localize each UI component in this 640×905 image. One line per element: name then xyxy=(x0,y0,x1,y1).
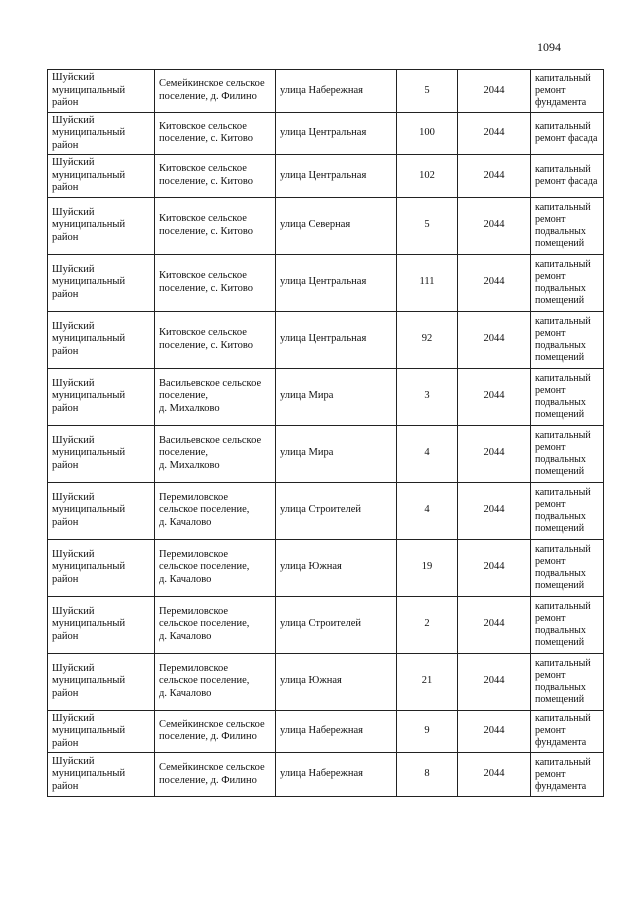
work-type-cell-line: капитальный xyxy=(535,121,591,133)
settlement-cell-line: Перемиловское xyxy=(159,605,229,617)
district-cell-line: Шуйский xyxy=(52,548,95,560)
work-type-cell-line: подвальных xyxy=(535,339,586,351)
work-type-cell-line: фундамента xyxy=(535,737,587,749)
district-cell-line: муниципальный xyxy=(52,276,126,288)
settlement-cell-line: сельское поселение, xyxy=(159,561,250,573)
district-cell-line: район xyxy=(52,288,79,300)
street-cell: улица Центральная xyxy=(276,311,397,368)
work-type-cell xyxy=(531,596,604,653)
work-type-cell-line: капитальный xyxy=(535,72,591,84)
district-cell-line: муниципальный xyxy=(52,333,126,345)
settlement-cell-line: поселение, xyxy=(159,390,209,402)
work-type-cell-line: капитальный xyxy=(535,315,591,327)
street-cell: улица Центральная xyxy=(276,254,397,311)
work-type-cell-line: помещений xyxy=(535,294,585,306)
work-type-cell xyxy=(531,425,604,482)
table-row xyxy=(48,596,604,653)
settlement-cell-line: Семейкинское сельское xyxy=(159,718,265,730)
settlement-cell-line: сельское поселение, xyxy=(159,618,250,630)
street-cell: улица Набережная xyxy=(276,70,397,113)
work-type-cell-line: подвальных xyxy=(535,453,586,465)
street-cell: улица Южная xyxy=(276,653,397,710)
house-number-cell: 111 xyxy=(397,254,458,311)
district-cell-line: Шуйский xyxy=(52,491,95,503)
district-cell-line: муниципальный xyxy=(52,127,126,138)
house-number-cell: 5 xyxy=(397,70,458,113)
district-cell-line: район xyxy=(52,345,79,357)
year-cell: 2044 xyxy=(458,311,531,368)
work-type-cell-line: помещений xyxy=(535,522,585,534)
settlement-cell-line: поселение, с. Китово xyxy=(159,175,253,187)
district-cell-line: Шуйский xyxy=(52,114,95,126)
work-type-cell-line: капитальный xyxy=(535,756,591,768)
settlement-cell-line: д. Качалово xyxy=(159,630,212,642)
table-row xyxy=(48,368,604,425)
district-cell xyxy=(48,112,155,155)
year-cell: 2044 xyxy=(458,254,531,311)
district-cell xyxy=(48,311,155,368)
district-cell-line: Шуйский xyxy=(52,605,95,617)
work-type-cell-line: ремонт xyxy=(535,327,566,339)
settlement-cell-line: Семейкинское сельское xyxy=(159,78,265,90)
settlement-cell-line: Китовское сельское xyxy=(159,270,247,281)
district-cell-line: Шуйский xyxy=(52,712,95,724)
settlement-cell xyxy=(155,710,276,753)
settlement-cell-line: д. Михалково xyxy=(159,402,220,414)
house-number-cell: 92 xyxy=(397,311,458,368)
work-type-cell-line: помещений xyxy=(535,408,585,420)
work-type-cell xyxy=(531,653,604,710)
district-cell-line: район xyxy=(52,459,79,471)
district-cell-line: район xyxy=(52,573,79,585)
settlement-cell-line: поселение, д. Филино xyxy=(159,774,257,786)
district-cell xyxy=(48,155,155,198)
settlement-cell-line: Китовское сельское xyxy=(159,327,247,338)
work-type-cell xyxy=(531,254,604,311)
work-type-cell-line: подвальных xyxy=(535,567,586,579)
work-type-cell-line: помещений xyxy=(535,579,585,591)
settlement-cell-line: Перемиловское xyxy=(159,548,229,560)
work-type-cell-line: капитальный xyxy=(535,543,591,555)
work-type-cell-line: подвальных xyxy=(535,624,586,636)
district-cell-line: район xyxy=(52,402,79,414)
table-row xyxy=(48,155,604,198)
district-cell-line: Шуйский xyxy=(52,755,95,767)
district-cell-line: Шуйский xyxy=(52,320,95,332)
work-type-cell-line: подвальных xyxy=(535,225,586,237)
work-type-cell xyxy=(531,482,604,539)
district-cell-line: район xyxy=(52,516,79,528)
district-cell-line: Шуйский xyxy=(52,206,95,218)
repair-schedule-table xyxy=(47,69,604,797)
district-cell xyxy=(48,254,155,311)
district-cell-line: район xyxy=(52,737,79,749)
year-cell: 2044 xyxy=(458,425,531,482)
street-cell: улица Центральная xyxy=(276,155,397,198)
house-number-cell: 3 xyxy=(397,368,458,425)
settlement-cell-line: поселение, д. Филино xyxy=(159,731,257,743)
work-type-cell-line: ремонт xyxy=(535,725,566,737)
year-cell: 2044 xyxy=(458,596,531,653)
table-row xyxy=(48,70,604,113)
settlement-cell xyxy=(155,254,276,311)
work-type-cell-line: помещений xyxy=(535,636,585,648)
work-type-cell-line: фундамента xyxy=(535,780,587,792)
work-type-cell-line: фундамента xyxy=(535,96,587,108)
settlement-cell-line: Семейкинское сельское xyxy=(159,762,265,773)
settlement-cell xyxy=(155,596,276,653)
house-number-cell: 4 xyxy=(397,425,458,482)
work-type-cell-line: ремонт xyxy=(535,441,566,453)
district-cell-line: муниципальный xyxy=(52,84,126,96)
settlement-cell-line: д. Михалково xyxy=(159,459,220,471)
district-cell xyxy=(48,70,155,113)
settlement-cell xyxy=(155,653,276,710)
settlement-cell xyxy=(155,311,276,368)
settlement-cell-line: Перемиловское xyxy=(159,491,229,503)
work-type-cell-line: помещений xyxy=(535,693,585,705)
district-cell-line: Шуйский xyxy=(52,662,95,674)
street-cell: улица Строителей xyxy=(276,596,397,653)
district-cell-line: Шуйский xyxy=(52,263,95,275)
district-cell-line: муниципальный xyxy=(52,504,126,516)
settlement-cell-line: Васильевское сельское xyxy=(159,434,262,446)
work-type-cell xyxy=(531,197,604,254)
settlement-cell-line: д. Качалово xyxy=(159,516,212,528)
table-row xyxy=(48,311,604,368)
district-cell xyxy=(48,753,155,797)
house-number-cell: 2 xyxy=(397,596,458,653)
district-cell-line: муниципальный xyxy=(52,618,126,630)
year-cell: 2044 xyxy=(458,482,531,539)
work-type-cell-line: ремонт xyxy=(535,213,566,225)
settlement-cell xyxy=(155,197,276,254)
settlement-cell-line: поселение, с. Китово xyxy=(159,133,253,145)
table-row xyxy=(48,653,604,710)
work-type-cell-line: помещений xyxy=(535,237,585,249)
district-cell xyxy=(48,539,155,596)
year-cell: 2044 xyxy=(458,368,531,425)
work-type-cell-line: ремонт xyxy=(535,768,566,780)
work-type-cell-line: капитальный xyxy=(535,657,591,669)
work-type-cell-line: ремонт xyxy=(535,669,566,681)
district-cell-line: район xyxy=(52,231,79,243)
work-type-cell-line: капитальный xyxy=(535,372,591,384)
street-cell: улица Северная xyxy=(276,197,397,254)
settlement-cell-line: Перемиловское xyxy=(159,662,229,674)
settlement-cell-line: Васильевское сельское xyxy=(159,377,262,389)
work-type-cell-line: подвальных xyxy=(535,396,586,408)
work-type-cell-line: ремонт фасада xyxy=(535,133,598,145)
district-cell-line: Шуйский xyxy=(52,434,95,446)
street-cell: улица Мира xyxy=(276,425,397,482)
district-cell-line: муниципальный xyxy=(52,725,126,736)
settlement-cell xyxy=(155,112,276,155)
district-cell xyxy=(48,482,155,539)
settlement-cell xyxy=(155,70,276,113)
work-type-cell-line: ремонт xyxy=(535,498,566,510)
work-type-cell-line: подвальных xyxy=(535,510,586,522)
work-type-cell-line: капитальный xyxy=(535,713,591,725)
street-cell: улица Мира xyxy=(276,368,397,425)
settlement-cell-line: поселение, xyxy=(159,447,209,459)
table-row xyxy=(48,482,604,539)
house-number-cell: 102 xyxy=(397,155,458,198)
year-cell: 2044 xyxy=(458,70,531,113)
settlement-cell xyxy=(155,155,276,198)
table-row xyxy=(48,539,604,596)
district-cell-line: район xyxy=(52,139,79,151)
street-cell: улица Строителей xyxy=(276,482,397,539)
district-cell-line: район xyxy=(52,630,79,642)
work-type-cell-line: помещений xyxy=(535,351,585,363)
settlement-cell-line: поселение, с. Китово xyxy=(159,282,253,294)
work-type-cell xyxy=(531,368,604,425)
district-cell-line: Шуйский xyxy=(52,72,95,83)
district-cell xyxy=(48,653,155,710)
work-type-cell-line: ремонт xyxy=(535,270,566,282)
work-type-cell xyxy=(531,155,604,198)
work-type-cell-line: капитальный xyxy=(535,201,591,213)
settlement-cell-line: Китовское сельское xyxy=(159,163,247,175)
district-cell-line: район xyxy=(52,97,79,108)
work-type-cell xyxy=(531,112,604,155)
settlement-cell xyxy=(155,482,276,539)
house-number-cell: 19 xyxy=(397,539,458,596)
district-cell-line: муниципальный xyxy=(52,390,126,402)
district-cell xyxy=(48,425,155,482)
year-cell: 2044 xyxy=(458,753,531,797)
table-row xyxy=(48,753,604,797)
district-cell-line: муниципальный xyxy=(52,219,126,231)
year-cell: 2044 xyxy=(458,197,531,254)
district-cell-line: муниципальный xyxy=(52,169,126,181)
district-cell-line: муниципальный xyxy=(52,768,126,780)
house-number-cell: 5 xyxy=(397,197,458,254)
year-cell: 2044 xyxy=(458,155,531,198)
work-type-cell-line: помещений xyxy=(535,465,585,477)
table-row xyxy=(48,112,604,155)
district-cell xyxy=(48,710,155,753)
work-type-cell-line: капитальный xyxy=(535,600,591,612)
district-cell xyxy=(48,368,155,425)
district-cell-line: муниципальный xyxy=(52,675,126,687)
house-number-cell: 100 xyxy=(397,112,458,155)
work-type-cell xyxy=(531,311,604,368)
house-number-cell: 21 xyxy=(397,653,458,710)
work-type-cell-line: ремонт xyxy=(535,612,566,624)
district-cell-line: Шуйский xyxy=(52,157,95,168)
work-type-cell-line: подвальных xyxy=(535,282,586,294)
district-cell-line: муниципальный xyxy=(52,561,126,573)
settlement-cell xyxy=(155,425,276,482)
work-type-cell xyxy=(531,70,604,113)
district-cell-line: район xyxy=(52,780,79,792)
district-cell-line: муниципальный xyxy=(52,447,126,459)
district-cell-line: район xyxy=(52,687,79,699)
work-type-cell-line: подвальных xyxy=(535,681,586,693)
work-type-cell-line: капитальный xyxy=(535,258,591,270)
street-cell: улица Набережная xyxy=(276,753,397,797)
settlement-cell-line: д. Качалово xyxy=(159,687,212,699)
district-cell-line: район xyxy=(52,182,79,193)
district-cell xyxy=(48,197,155,254)
work-type-cell-line: ремонт фасада xyxy=(535,175,598,187)
year-cell: 2044 xyxy=(458,539,531,596)
settlement-cell-line: д. Качалово xyxy=(159,573,212,585)
year-cell: 2044 xyxy=(458,112,531,155)
table-row xyxy=(48,197,604,254)
table-row xyxy=(48,710,604,753)
table-row xyxy=(48,254,604,311)
settlement-cell-line: Китовское сельское xyxy=(159,213,247,224)
settlement-cell-line: поселение, д. Филино xyxy=(159,90,257,102)
settlement-cell-line: Китовское сельское xyxy=(159,120,247,132)
work-type-cell xyxy=(531,710,604,753)
settlement-cell xyxy=(155,753,276,797)
work-type-cell-line: капитальный xyxy=(535,429,591,441)
work-type-cell-line: капитальный xyxy=(535,486,591,498)
settlement-cell-line: поселение, с. Китово xyxy=(159,339,253,351)
street-cell: улица Центральная xyxy=(276,112,397,155)
work-type-cell-line: ремонт xyxy=(535,555,566,567)
street-cell: улица Южная xyxy=(276,539,397,596)
district-cell xyxy=(48,596,155,653)
house-number-cell: 9 xyxy=(397,710,458,753)
work-type-cell xyxy=(531,539,604,596)
page-number: 1094 xyxy=(537,40,561,54)
table-body xyxy=(48,70,604,797)
work-type-cell-line: капитальный xyxy=(535,163,591,175)
table-row xyxy=(48,425,604,482)
year-cell: 2044 xyxy=(458,653,531,710)
work-type-cell-line: ремонт xyxy=(535,84,566,96)
work-type-cell xyxy=(531,753,604,797)
year-cell: 2044 xyxy=(458,710,531,753)
work-type-cell-line: ремонт xyxy=(535,384,566,396)
settlement-cell-line: сельское поселение, xyxy=(159,675,250,687)
settlement-cell-line: поселение, с. Китово xyxy=(159,225,253,237)
house-number-cell: 4 xyxy=(397,482,458,539)
district-cell-line: Шуйский xyxy=(52,377,95,389)
house-number-cell: 8 xyxy=(397,753,458,797)
street-cell: улица Набережная xyxy=(276,710,397,753)
settlement-cell xyxy=(155,539,276,596)
settlement-cell-line: сельское поселение, xyxy=(159,504,250,516)
settlement-cell xyxy=(155,368,276,425)
